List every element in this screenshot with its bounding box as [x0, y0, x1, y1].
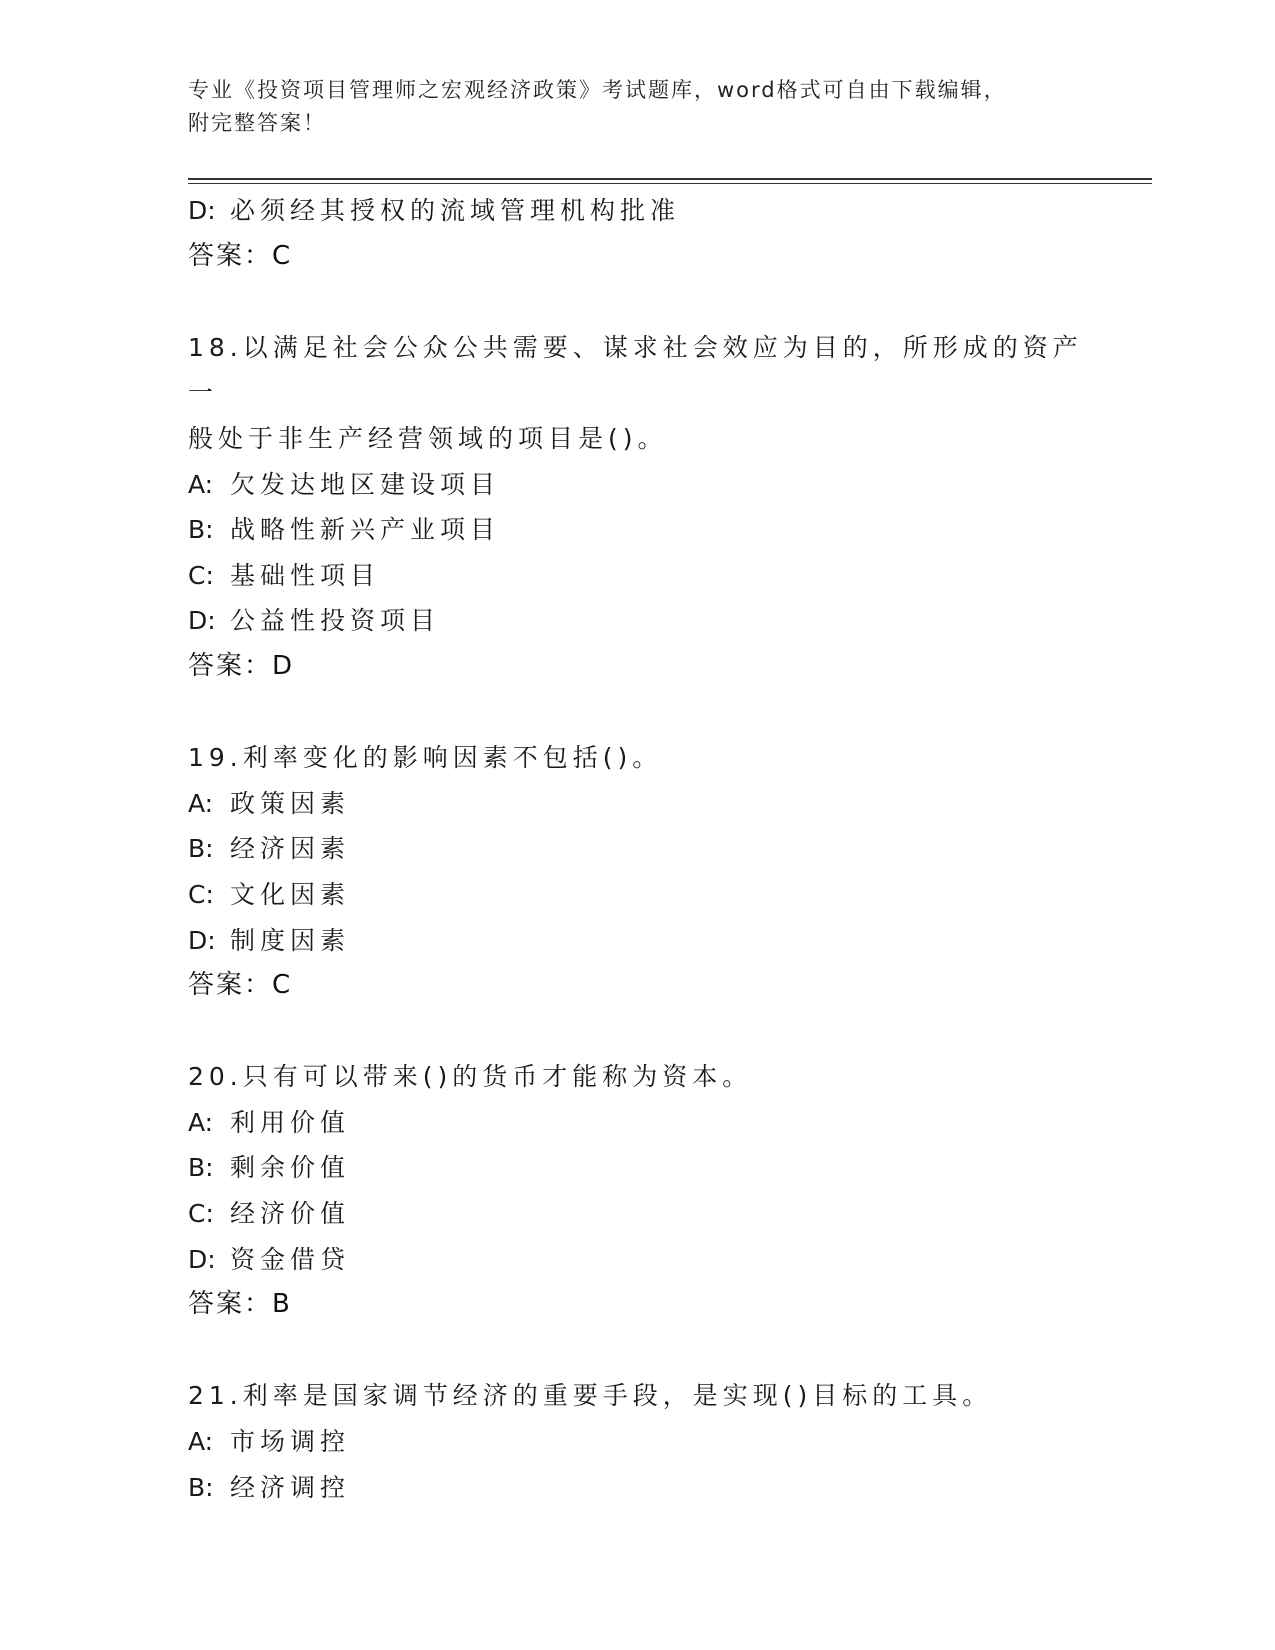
option-label: A:: [188, 469, 214, 499]
option-text: 欠发达地区建设项目: [230, 469, 501, 499]
question-17-tail: [188, 188, 1088, 279]
option-label: A:: [188, 1427, 214, 1457]
option-b: [188, 1465, 1088, 1511]
option-text: 政策因素: [230, 788, 351, 818]
option-text: 经济调控: [230, 1472, 351, 1502]
option-d: [188, 598, 1088, 644]
question-stem: 般处于非生产经营领域的项目是()。: [188, 423, 668, 453]
option-text: 文化因素: [230, 879, 351, 909]
option-text: 战略性新兴产业项目: [230, 515, 501, 545]
option-label: D:: [188, 196, 216, 225]
option-b: [188, 507, 1088, 553]
option-a: [188, 1419, 1088, 1465]
option-a: [188, 462, 1088, 508]
option-text: 经济因素: [230, 834, 351, 864]
answer-line: 答案：D: [188, 650, 295, 681]
option-label: C:: [188, 560, 214, 590]
option-a: [188, 781, 1088, 827]
option-text: 必须经其授权的流域管理机构批准: [230, 196, 681, 225]
question-stem: 18.以满足社会公众公共需要、谋求社会效应为目的，所形成的资产一: [188, 332, 1083, 408]
option-d: [188, 188, 1088, 234]
option-c: [188, 1191, 1088, 1237]
option-label: B:: [188, 1153, 214, 1183]
option-c: [188, 872, 1088, 918]
option-label: A:: [188, 1107, 214, 1137]
option-c: [188, 553, 1088, 599]
option-label: A:: [188, 788, 214, 818]
question-stem: 20.只有可以带来()的货币才能称为资本。: [188, 1062, 753, 1092]
option-text: 剩余价值: [230, 1153, 351, 1183]
option-label: C:: [188, 879, 214, 909]
question-stem: 21.利率是国家调节经济的重要手段，是实现()目标的工具。: [188, 1381, 993, 1411]
answer-line: 答案：B: [188, 1289, 292, 1320]
option-text: 经济价值: [230, 1199, 351, 1229]
spacer: [188, 279, 1088, 325]
question-stem: 19.利率变化的影响因素不包括()。: [188, 743, 663, 773]
option-d: [188, 1237, 1088, 1283]
answer-line: 答案：C: [188, 970, 293, 1001]
spacer: [188, 1009, 1088, 1055]
question-21: [188, 1373, 1088, 1510]
option-b: [188, 1145, 1088, 1191]
question-18: [188, 325, 1088, 690]
question-20: [188, 1054, 1088, 1328]
option-label: D:: [188, 1244, 216, 1274]
question-19: [188, 735, 1088, 1009]
option-label: D:: [188, 606, 216, 636]
option-label: B:: [188, 515, 214, 545]
spacer: [188, 690, 1088, 736]
option-text: 制度因素: [230, 925, 351, 955]
option-b: [188, 826, 1088, 872]
option-d: [188, 918, 1088, 964]
header-line-2: 附完整答案！: [188, 111, 326, 135]
option-label: C:: [188, 1199, 214, 1229]
option-label: D:: [188, 925, 216, 955]
option-text: 资金借贷: [230, 1244, 351, 1274]
option-text: 市场调控: [230, 1427, 351, 1457]
option-text: 利用价值: [230, 1107, 351, 1137]
option-a: [188, 1100, 1088, 1146]
answer-line: 答案：C: [188, 240, 293, 271]
header-line-1: 专业《投资项目管理师之宏观经济政策》考试题库，word格式可自由下载编辑，: [188, 78, 1007, 102]
spacer: [188, 1328, 1088, 1374]
option-text: 公益性投资项目: [230, 606, 441, 636]
question-list: [188, 188, 1088, 1510]
option-label: B:: [188, 1472, 214, 1502]
option-label: B:: [188, 834, 214, 864]
option-text: 基础性项目: [230, 560, 381, 590]
document-header: [188, 74, 1088, 140]
header-divider: [188, 178, 1152, 184]
